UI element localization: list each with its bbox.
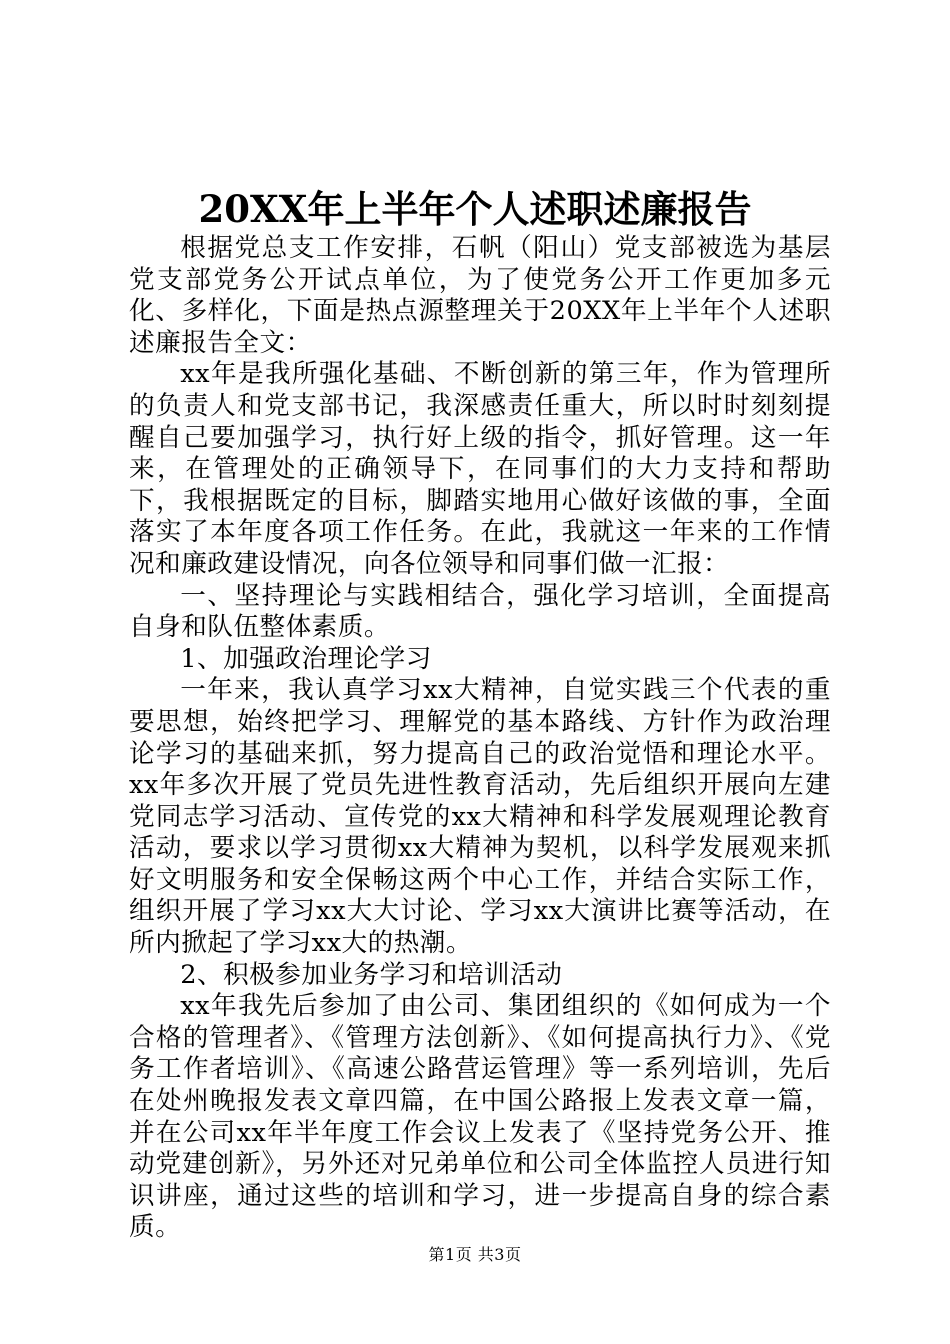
subsection-heading-2: 2、积极参加业务学习和培训活动 bbox=[180, 959, 563, 990]
subsection-heading-1: 1、加强政治理论学习 bbox=[180, 643, 432, 674]
training-paragraph: xx年我先后参加了由公司、集团组织的《如何成为一个合格的管理者》、《管理方法创新》、《如何提高执行力》、《党务工作者培训》、《高速公路营运管理》等一系列培训，先后在处州晚报发表文章四篇，在中国公路报上发表文章一篇，并在公司xx年半年度工作会议上发表了《坚持党务公开、推动党建创新》，另外还对兄弟单位和公司全体监控人员进行知识讲座，通过这些的培训和学习，进一步提高自身的综合素质。 bbox=[129, 991, 831, 1243]
overview-paragraph: xx年是我所强化基础、不断创新的第三年，作为管理所的负责人和党支部书记，我深感责任重大，所以时时刻刻提醒自己要加强学习，执行好上级的指令，抓好管理。这一年来，在管理处的正确领导下，在同事们的大力支持和帮助下，我根据既定的目标，脚踏实地用心做好该做的事，全面落实了本年度各项工作任务。在此，我就这一年来的工作情况和廉政建设情况，向各位领导和同事们做一汇报： bbox=[129, 359, 831, 579]
section-heading-1: 一、坚持理论与实践相结合，强化学习培训，全面提高自身和队伍整体素质。 bbox=[129, 580, 831, 643]
page-number-footer: 第1页 共3页 bbox=[428, 1245, 522, 1264]
document-title: 20XX年上半年个人述职述廉报告 bbox=[198, 187, 752, 231]
intro-paragraph: 根据党总支工作安排，石帆（阳山）党支部被选为基层党支部党务公开试点单位，为了使党务公开工作更加多元化、多样化，下面是热点源整理关于20XX年上半年个人述职述廉报告全文： bbox=[129, 233, 831, 358]
political-study-paragraph: 一年来，我认真学习xx大精神，自觉实践三个代表的重要思想，始终把学习、理解党的基本路线、方针作为政治理论学习的基础来抓，努力提高自己的政治觉悟和理论水平。xx年多次开展了党员先进性教育活动，先后组织开展向左建党同志学习活动、宣传党的xx大精神和科学发展观理论教育活动，要求以学习贯彻xx大精神为契机，以科学发展观来抓好文明服务和安全保畅这两个中心工作，并结合实际工作，组织开展了学习xx大大讨论、学习xx大演讲比赛等活动，在所内掀起了学习xx大的热潮。 bbox=[129, 675, 831, 959]
document-body bbox=[129, 233, 831, 1244]
